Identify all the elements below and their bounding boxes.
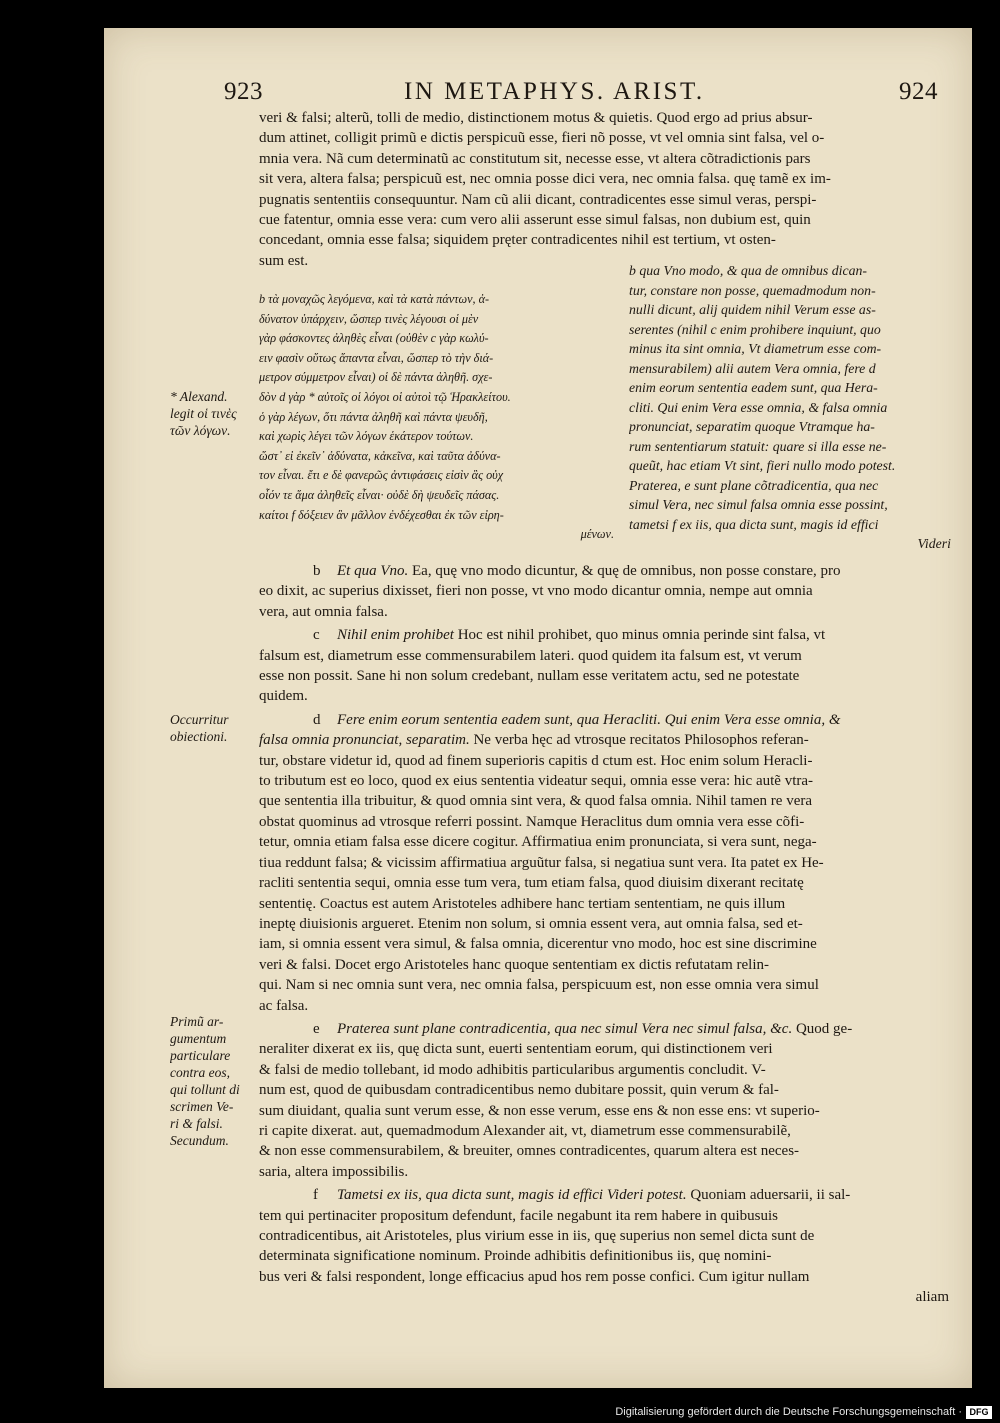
commentary-f-first-line <box>259 1185 949 1205</box>
greek-line: καὶ χωρὶς λέγει τῶν λόγων ἑκάτερον τούτων. <box>259 429 474 444</box>
commentary-line: Quod ge- <box>795 1020 853 1037</box>
intro-paragraph <box>259 108 949 271</box>
greek-line: τον εἶναι. ἔτι e δὲ φανερῶς ἀντιφάσεις εἰσὶν ἃς οὐχ <box>259 468 504 483</box>
latin-line: simul Vera, nec simul falsa omnia esse possint, <box>629 497 888 512</box>
greek-line: μένων. <box>580 527 614 542</box>
commentary-lemma: falsa omnia pronunciat, separatim. <box>259 732 470 749</box>
commentary-line: neraliter dixerat ex iis, quę dicta sunt, euerti sententiam eorum, qui distinctionem veri <box>259 1041 773 1058</box>
greek-line: γὰρ φάσκοντες ἀληθὲς εἶναι (οὐθὲν c γὰρ κωλύ- <box>259 331 489 346</box>
latin-line: Praterea, e sunt plane cõtradicentia, qua nec <box>629 477 879 493</box>
latin-line: enim eorum sententia eadem sunt, qua Hera- <box>629 380 878 395</box>
intro-line: concedant, omnia esse falsa; siquidem pręter contradicentes nihil est tertium, vt osten- <box>259 232 776 249</box>
commentary-line: contradicentibus, ait Aristoteles, plus virium esse in iis, quę superius non semel dicta sunt de <box>259 1228 815 1244</box>
commentary-letter: b <box>313 563 321 579</box>
commentary-line: veri & falsi. Docet ergo Aristoteles hanc quoque sententiam ex dictis refutatam relin- <box>259 956 769 973</box>
latin-line: minus ita sint omnia, Vt diametrum esse com- <box>629 341 882 356</box>
commentary-letter: d <box>313 711 321 728</box>
latin-line: tur, constare non posse, quemadmodum non- <box>629 282 876 298</box>
side-note-line: * Alexand. <box>170 389 228 404</box>
intro-line: sit vera, altera falsa; perspicuũ est, nec omnia posse dici vera, nec omnia falsa. quę tamẽ ex im- <box>259 171 831 188</box>
commentary-line: qui. Nam si nec omnia sunt vera, nec omnia falsa, perspicuum est, non esse omnia vera simul <box>259 977 819 994</box>
side-note-line: legit οἱ τινὲς <box>170 406 237 421</box>
side-note-line: Occurritur <box>170 712 229 727</box>
running-title: IN METAPHYS. ARIST. <box>404 78 705 105</box>
greek-line: δὸν d γὰρ * αὐτοῖς οἱ λόγοι οἱ αὐτοὶ τῷ Ἡρακλείτου. <box>259 389 511 404</box>
footer-text: Digitalisierung gefördert durch die Deutsche Forschungsgemeinschaft · <box>615 1406 962 1418</box>
commentary-line: tur, obstare videtur id, quod ad finem superioris capitis d ctum est. Hoc enim solum Heracli- <box>259 752 813 769</box>
digitization-footer <box>0 1403 1000 1423</box>
latin-line: rum sententiarum statuit: quare si illa esse ne- <box>629 438 887 454</box>
greek-text-column <box>259 290 614 545</box>
greek-line: δύνατον ὑπάρχειν, ὥσπερ τινὲς λέγουσι οἱ μὲν <box>259 311 479 326</box>
commentary-line: ac falsa. <box>259 997 309 1014</box>
commentary-b-first-line <box>259 561 949 581</box>
side-note-line: qui tollunt di <box>170 1082 240 1097</box>
greek-line: ὁ γὰρ λέγων, ὅτι πάντα ἀληθῆ καὶ πάντα ψευδῆ, <box>259 409 488 424</box>
side-note-line: particulare <box>170 1048 231 1063</box>
greek-line: οἷόν τε ἅμα ἀληθεῖς εἶναι· οὐδὲ δὴ ψευδεῖς πάσας. <box>259 487 500 502</box>
side-note-primum-argumentum <box>170 1013 255 1149</box>
commentary-letter: e <box>313 1020 320 1037</box>
intro-line: pugnatis sententiis consequuntur. Nam cũ alii dicant, contradicentes esse simul veras, perspi- <box>259 191 817 208</box>
commentary-line: Quoniam aduersarii, ii sal- <box>690 1187 851 1204</box>
commentary-lemma: Fere enim eorum sententia eadem sunt, qua Heracliti. Qui enim Vera esse omnia, & <box>337 711 841 728</box>
commentary-line: sum diuidant, qualia sunt verum esse, & non esse verum, esse ens & non esse ens: vt superio- <box>259 1102 820 1119</box>
latin-line: Videri <box>917 536 951 551</box>
side-note-line: τῶν λόγων. <box>170 423 231 438</box>
commentary-line: tetur, omnia etiam falsa esse dicere cogitur. Affirmatiua enim pronunciata, si vera sunt, nega- <box>259 834 817 851</box>
commentary-letter: f <box>313 1187 318 1204</box>
latin-line: serentes (nihil c enim prohibere inquiunt, quo <box>629 321 881 337</box>
commentary-c-first-line <box>259 625 949 645</box>
commentary-line: ineptę diuisionis argueret. Etenim non solum, si omnia essent vera, aut omnia falsa, sed et- <box>259 915 803 932</box>
commentary-d-second-line <box>259 730 949 750</box>
side-note-line: Secundum. <box>170 1133 229 1148</box>
commentary-lemma: Et qua Vno. <box>337 563 409 579</box>
commentary-line: sententię. Coactus est autem Aristoteles adhibere hanc tertiam sententiam, ne quis illum <box>259 895 786 912</box>
commentary-line: & non esse commensurabilem, & breuiter, omnes contradicentes, quarum altera est neces- <box>259 1143 800 1160</box>
commentary-line: num est, quod de quibusdam contradicentibus nemo dubitare possit, quin verum & fal- <box>259 1082 779 1099</box>
commentary-line: ri capite dixerat. aut, quemadmodum Alexander ait, vt, diametrum esse commensurabilẽ, <box>259 1122 791 1139</box>
latin-line: mensurabilem) alii autem Vera omnia, fere d <box>629 360 876 376</box>
commentary-line: tiua reddunt falsa; & vicissim affirmatiua arguũtur falsa, si negatiua sunt vera. Ita patet ex He- <box>259 854 824 871</box>
commentary-line: tem qui pertinaciter propositum defendunt, facile negabunt ita rem habere in quibusuis <box>259 1207 779 1224</box>
commentary-line: Ne verba hęc ad vtrosque recitatos Philosophos referan- <box>473 732 809 749</box>
side-note-occurritur <box>170 711 255 745</box>
latin-line: nulli dicunt, alij quidem nihil Verum esse as- <box>629 302 876 317</box>
greek-line: b τὰ μοναχῶς λεγόμενα, καὶ τὰ κατὰ πάντων, ἀ- <box>259 292 490 306</box>
commentary-line: iam, si omnia essent vera simul, & falsa omnia, dicerentur vno modo, hoc est sine discrimine <box>259 936 817 953</box>
side-note-line: contra eos, <box>170 1065 230 1080</box>
latin-line: cliti. Qui enim Vera esse omnia, & falsa omnia <box>629 399 888 415</box>
dfg-logo: DFG <box>966 1406 992 1419</box>
commentary-line: aliam <box>915 1289 949 1306</box>
latin-line: tametsi f ex iis, qua dicta sunt, magis id effici <box>629 516 879 532</box>
commentary-line: obstat quominus ad vtrosque referri possint. Namque Heraclitus dum omnia vera esse cõfi- <box>259 813 805 830</box>
commentary-line: determinata significatione nominum. Proinde adhibitis definitionibus iis, quę nomini- <box>259 1248 772 1265</box>
greek-line: καίτοι f δόξειεν ἂν μᾶλλον ἐνδέχεσθαι ἐκ τῶν εἰρη- <box>259 507 504 522</box>
side-note-line: scrimen Ve- <box>170 1099 234 1114</box>
commentary-line: to tributum est eo loco, quod ex eius sententia videatur sequi, omnia esse vera: hic autẽ vtra- <box>259 773 814 790</box>
commentary <box>259 561 949 1308</box>
intro-line: dum attinet, colligit primũ e dictis perspicuũ esse, fieri nõ posse, vt vel omnia sint falsa, vel o- <box>259 130 825 147</box>
page-number-right: 924 <box>899 78 938 105</box>
intro-line: veri & falsi; alterũ, tolli de medio, distinctionem motus & quietis. Quod ergo ad prius absur- <box>259 110 813 126</box>
commentary-letter: c <box>313 627 320 644</box>
commentary-line: Hoc est nihil prohibet, quo minus omnia perinde sint falsa, vt <box>457 627 826 644</box>
commentary-line: que sententia illa tribuitur, & quod omnia sint vera, & quod falsa omnia. Nihil tamen re vera <box>259 793 813 810</box>
commentary-lemma: Praterea sunt plane contradicentia, qua nec simul Vera nec simul falsa, &c. <box>337 1020 793 1037</box>
commentary-lemma: Nihil enim prohibet <box>337 627 454 644</box>
commentary-line: racliti sententia sequi, omnia esse tum vera, tum etiam falsa, quod diuisim dixerant recitatę <box>259 875 804 892</box>
side-note-line: Primũ ar- <box>170 1014 224 1029</box>
commentary-e-first-line <box>259 1019 949 1039</box>
latin-translation-column <box>629 261 951 554</box>
side-note-alexander <box>170 388 255 439</box>
page-number-left: 923 <box>224 78 263 105</box>
greek-line: μετρον σύμμετρον εἶναι) οἱ δὲ πάντα ἀληθῆ. σχε- <box>259 370 493 385</box>
latin-line: pronunciat, separatim quoque Vtramque ha- <box>629 419 875 434</box>
intro-line: cue fatentur, omnia esse vera: cum vero alii asserunt esse simul falsas, non dubium est, quin <box>259 212 811 229</box>
commentary-d-first-line <box>259 710 949 730</box>
commentary-line: & falsi de medio tollebant, id modo adhibitis particularibus argumentis concludit. V- <box>259 1061 766 1078</box>
book-page <box>104 28 972 1388</box>
side-note-line: gumentum <box>170 1031 227 1046</box>
greek-line: ὥστ᾽ εἰ ἐκεῖν᾽ ἀδύνατα, κἀκεῖνα, καὶ ταῦτα ἀδύνα- <box>259 448 501 463</box>
commentary-line: vera, aut omnia falsa. <box>259 603 388 620</box>
commentary-line: bus veri & falsi respondent, longe efficacius apud hos rem posse confici. Cum igitur nullam <box>259 1268 810 1285</box>
greek-line: ειν φασὶν οὕτως ἅπαντα εἶναι, ὥσπερ τὸ τὴν διά- <box>259 350 494 365</box>
intro-line: mnia vera. Nã cum determinatũ ac constitutum sit, necesse esse, vt altera cõtradictionis pars <box>259 150 811 167</box>
commentary-line: falsum est, diametrum esse commensurabilem lateri. quod quidem ita falsum est, vt verum <box>259 647 802 664</box>
commentary-line: quidem. <box>259 688 308 705</box>
commentary-lemma: Tametsi ex iis, qua dicta sunt, magis id effici Videri potest. <box>337 1187 687 1204</box>
commentary-line: Ea, quę vno modo dicuntur, & quę de omnibus, non posse constare, pro <box>412 563 841 579</box>
latin-line: queũt, hac etiam Vt sint, fieri nullo modo potest. <box>629 458 896 473</box>
commentary-line: saria, altera impossibilis. <box>259 1163 409 1180</box>
side-note-line: obiectioni. <box>170 729 228 744</box>
intro-line: sum est. <box>259 252 309 269</box>
latin-line: b qua Vno modo, & qua de omnibus dican- <box>629 263 867 278</box>
commentary-line: eo dixit, ac superius dixisset, fieri non posse, vt vno modo dicantur omnia, nempe aut omnia <box>259 583 813 600</box>
side-note-line: ri & falsi. <box>170 1116 223 1131</box>
commentary-line: esse non possit. Sane hi non solum credebant, nullam esse veritatem actu, sed ne potestate <box>259 668 800 685</box>
